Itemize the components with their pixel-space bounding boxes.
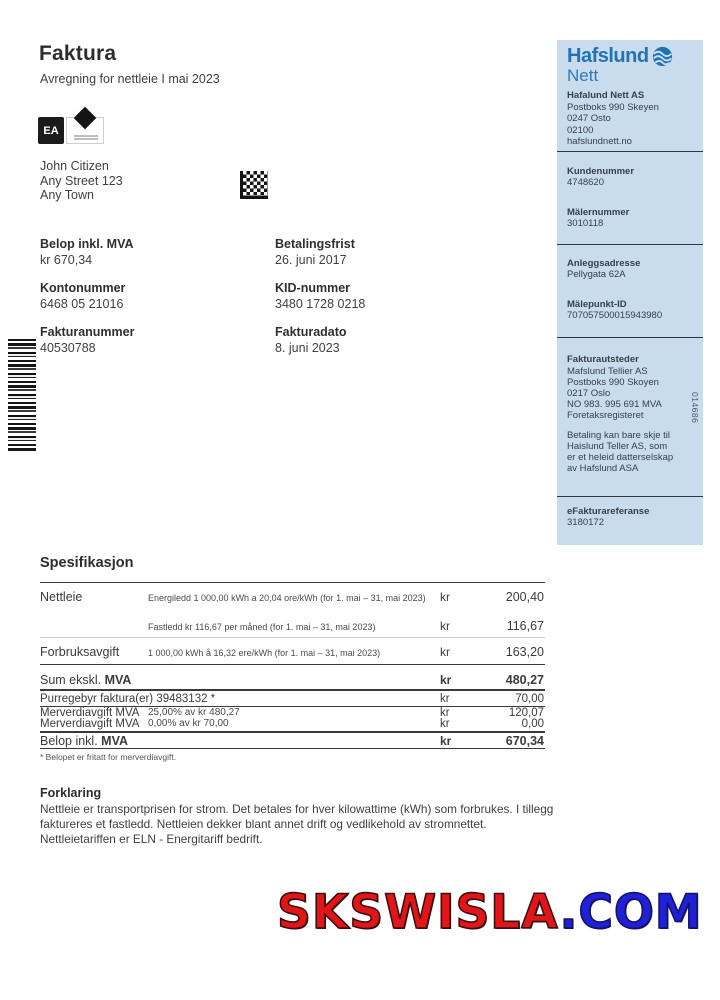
recipient-address [40,159,123,203]
field-due-date: Betalingsfrist 26. juni 2017 [275,237,355,267]
ea-postage-mark [38,117,104,144]
field-kid-number: KID-nummer 3480 1728 0218 [275,281,366,311]
ea-logo-icon: EA [38,117,64,144]
table-row-nettleie-fastledd: Fastledd kr 116,67 per måned (for 1. mai – 31, mai 2023) kr 116,67 [148,619,544,633]
watermark-dot: . [559,885,579,940]
hafslund-swirl-icon [652,46,673,67]
field-account-number: Kontonummer 6468 05 21016 [40,281,126,311]
field-efaktura-reference: eFakturareferanse 3180172 [567,506,650,528]
specification-section [40,555,545,762]
watermark-tld: COM [578,885,703,940]
page-title: Faktura [39,42,117,65]
table-row-sum-excl-vat: Sum ekskl. MVA kr 480,27 [40,664,545,689]
table-row-purregebyr: Purregebyr faktura(er) 39483132 * kr 70,00 [40,689,545,706]
table-row-forbruksavgift: Forbruksavgift 1 000,00 kWh å 16,32 ere/kWh (for 1. mai – 31, mai 2023) kr 163,20 [40,637,545,664]
table-footnote: * Belopet er fritatt for merverdiavgift. [40,752,177,762]
sidebar-company-address: Hafalund Nett AS Postboks 990 Skeyen 0247 Osto 02100 hafslundnett.no [567,90,693,148]
sidebar-issuer-section: Fakturautsteder Mafslund Tellier AS Postboks 990 Skoyen 0217 Oslo NO 983. 995 691 MVA Foretaksregisteret Betaling kan bare skje til Haislund Teller AS, som er et heleid datterselskap av Hafslund ASA 014686 [557,338,703,497]
field-invoice-date: Fakturadato 8. juni 2023 [275,325,347,355]
table-row-vat-25: Merverdiavgift MVA 25,00% av kr 480,27 kr 120,07 [40,707,544,719]
brand-subname: Nett [567,66,599,85]
table-row-vat-0: Merverdiavgift MVA 0,00% av kr 70,00 kr 0,00 [40,718,544,730]
envelope-icon [66,117,104,144]
sidebar-brand-section [557,40,703,152]
page-subtitle: Avregning for nettleie I mai 2023 [40,72,220,86]
field-amount-incl-vat: Belop inkl. MVA kr 670,34 [40,237,134,267]
explanation-section: Forklaring Nettleie er transportprisen for strom. Det betales for hver kilowattime (kWh) som forbrukes. I tillegg faktureres et fastledd. Nettleien dekker blant annet drift og vedlikehold av stromnettet. Nettleietariffen er ELN - Energitariff bedrift. [40,786,660,847]
field-customer-number: Kundenummer 4748620 [567,166,635,188]
brand-name: Hafslund [567,45,649,67]
table-row-nettleie-energiledd: Nettleie Energiledd 1 000,00 kWh a 20,04 ore/kWh (for 1. mai – 31, mai 2023) kr 200,40 [40,590,544,604]
recipient-town: Any Town [40,188,94,202]
recipient-street: Any Street 123 [40,173,123,188]
watermark-name: SKSWISLA [277,885,560,940]
vertical-barcode [8,339,36,451]
invoice-summary [40,237,515,355]
specification-heading: Spesifikasjon [40,555,134,571]
datamatrix-code [240,171,268,199]
field-site-address: Anleggsadresse Pellygata 62A [567,258,641,280]
specification-table [40,582,545,762]
company-website[interactable]: hafslundnett.no [567,136,632,147]
sidebar-site-section [557,245,703,338]
field-invoice-number: Fakturanummer 40530788 [40,325,135,355]
sidebar-customer-section [557,152,703,245]
field-metering-point-id: Mälepunkt-ID 707057500015943980 [567,299,663,321]
table-bottom-border [40,748,545,749]
envelope-flap-icon [74,107,97,130]
field-meter-number: Mälernummer 3010118 [567,207,630,229]
payment-note: Betaling kan bare skje til Haislund Teller AS, som er et heleid datterselskap av Hafslund ASA [567,430,674,474]
watermark [277,885,703,940]
print-reference-code: 014686 [690,392,700,424]
info-sidebar [557,40,703,545]
issuer-label: Fakturautsteder [567,354,639,365]
sidebar-efaktura-section [557,497,703,544]
recipient-name: John Citizen [40,159,109,173]
explanation-heading: Forklaring [40,786,102,800]
table-row-total-incl-vat: Belop inkl. MVA kr 670,34 [40,731,545,748]
